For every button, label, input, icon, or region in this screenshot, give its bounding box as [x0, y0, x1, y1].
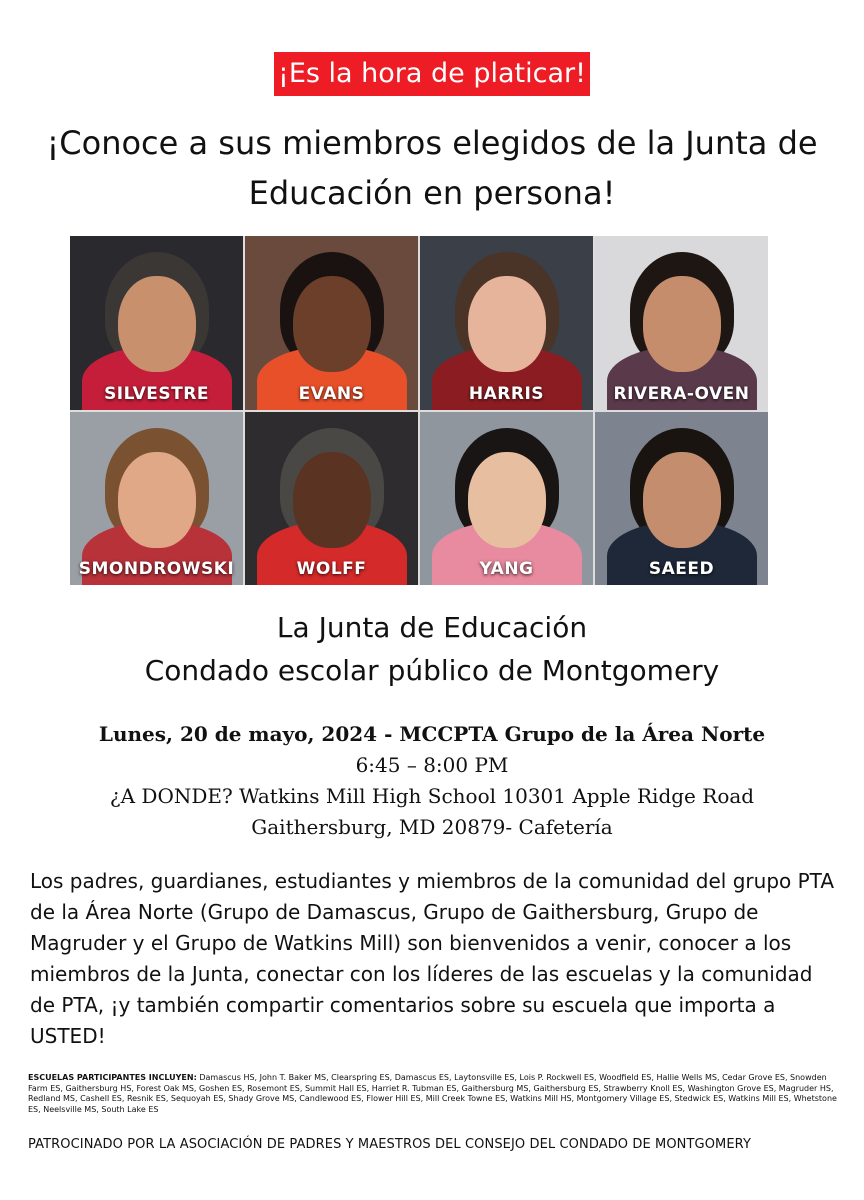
member-photo — [70, 412, 243, 586]
member-photo — [420, 412, 593, 586]
member-photo — [70, 236, 243, 410]
member-photo — [595, 412, 768, 586]
board-members-photo-grid — [70, 236, 768, 585]
member-photo — [245, 412, 418, 586]
schools-list: Damascus HS, John T. Baker MS, Clearspring ES, Damascus ES, Laytonsville ES, Lois P. Rockwell ES, Woodfield ES, Hallie Wells MS, Cedar Grove ES, Snowden Farm ES, Gaithersburg HS, Forest Oak MS, Goshen ES, Rosemont ES, Summit Hall ES, Harriet R. Tubman ES, Gaithersburg MS, Gaithersburg ES, Strawberry Knoll ES, Washington Grove ES, Magruder HS, Redland MS, Cashell ES, Resnik ES, Sequoyah ES, Shady Grove MS, Candlewood ES, Flower Hill ES, Mill Creek Towne ES, Watkins Mill HS, Montgomery Village ES, Stedwick ES, Watkins Mill ES, Whetstone ES, Neelsville MS, South Lake ES — [28, 1073, 837, 1114]
event-date: Lunes, 20 de mayo, 2024 - MCCPTA Grupo de la Área Norte — [98, 722, 766, 746]
organization-line-2: Condado escolar público de Montgomery — [144, 654, 720, 687]
event-description: Los padres, guardianes, estudiantes y miembros de la comunidad del grupo PTA de la Área Norte (Grupo de Damascus, Grupo de Gaithersburg, Grupo de Magruder y el Grupo de Watkins Mill) son bienvenidos a venir, conocer a los miembros de la Junta, conectar con los líderes de las escuelas y la comunidad de PTA, ¡y también compartir comentarios sobre su escuela que importa a USTED! — [30, 869, 835, 1048]
member-name: HARRIS — [468, 383, 545, 404]
member-name: SAEED — [648, 559, 715, 579]
event-time: 6:45 – 8:00 PM — [355, 753, 509, 777]
event-city: Gaithersburg, MD 20879- Cafetería — [251, 815, 613, 839]
event-location: ¿A DONDE? Watkins Mill High School 10301 Apple Ridge Road — [109, 784, 755, 808]
organization-line-1: La Junta de Educación — [276, 611, 588, 644]
event-details — [0, 718, 864, 843]
member-photo — [420, 236, 593, 410]
member-name: YANG — [479, 559, 534, 579]
organization-name — [0, 606, 864, 692]
member-photo — [595, 236, 768, 410]
headline — [20, 118, 844, 218]
member-photo — [245, 236, 418, 410]
schools-label: ESCUELAS PARTICIPANTES INCLUYEN: — [28, 1073, 197, 1082]
member-name: EVANS — [298, 383, 365, 404]
member-name: SMONDROWSKI — [78, 559, 235, 579]
headline-line-1: ¡Conoce a sus miembros elegidos de la Junta de — [46, 124, 818, 162]
banner: ¡Es la hora de platicar! — [274, 52, 590, 96]
headline-line-2: Educación en persona! — [248, 174, 616, 212]
member-name: WOLFF — [296, 559, 367, 579]
sponsor-line: PATROCINADO POR LA ASOCIACIÓN DE PADRES Y MAESTROS DEL CONSEJO DEL CONDADO DE MONTGOMERY — [28, 1137, 752, 1152]
participating-schools — [28, 1073, 840, 1115]
member-name: RIVERA-OVEN — [613, 383, 750, 404]
member-name: SILVESTRE — [104, 383, 209, 404]
